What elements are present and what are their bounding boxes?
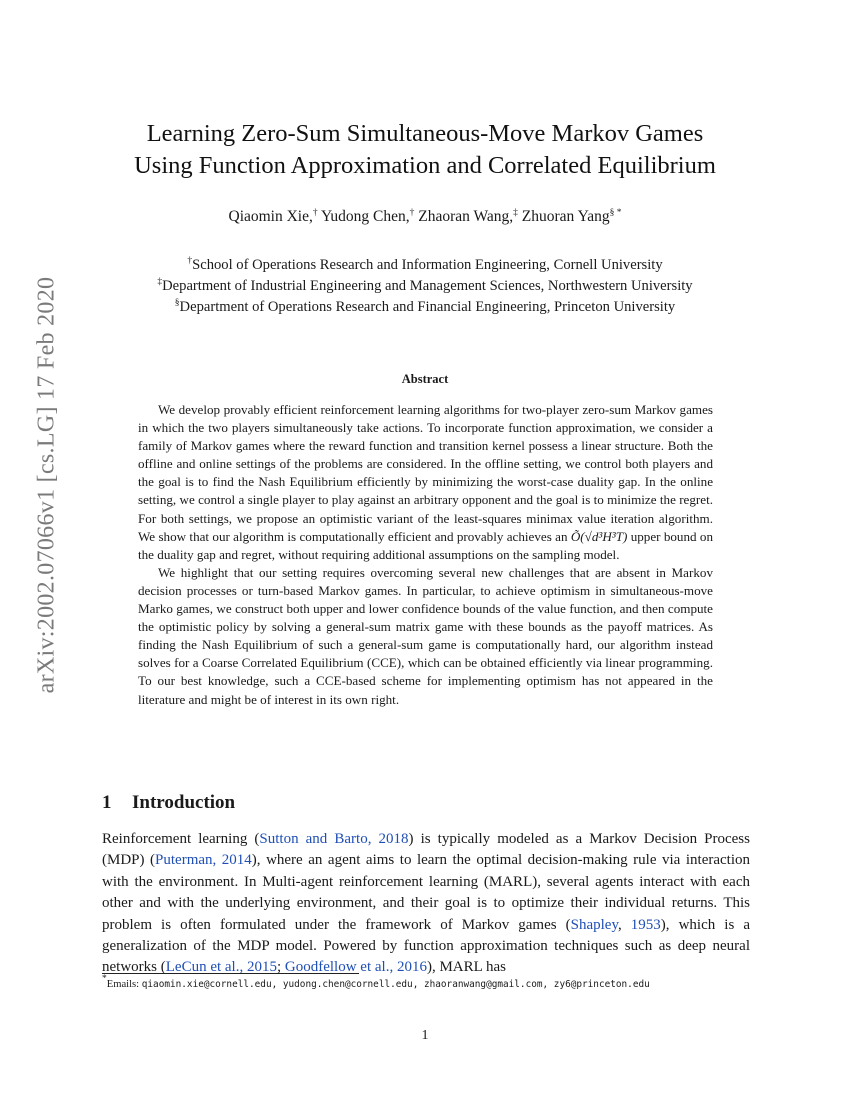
abstract-text: upper bound on the duality gap and regret, without requiring additional assumptions on the sampling model. xyxy=(138,528,713,562)
affiliation-list xyxy=(60,255,790,318)
author-mark: § * xyxy=(609,208,622,218)
citation-link[interactable]: Sutton and Barto, 2018 xyxy=(259,831,409,847)
author-name: Qiaomin Xie, xyxy=(228,208,313,225)
citation-link[interactable]: Puterman, 2014 xyxy=(155,852,252,869)
body-text-span: ; xyxy=(276,959,285,976)
affiliation xyxy=(60,255,790,276)
citation-link[interactable]: Shapley xyxy=(570,916,618,933)
abstract-body xyxy=(138,401,713,709)
footnote-rule xyxy=(102,973,359,974)
author-list xyxy=(60,208,790,226)
complexity-bound-formula: Õ(√d³H³T) xyxy=(570,528,628,544)
affiliation-text: Department of Industrial Engineering and Management Sciences, Northwestern University xyxy=(162,278,693,294)
introduction-paragraph xyxy=(102,829,750,979)
citation-link[interactable]: Goodfellow et al., 2016 xyxy=(284,959,427,976)
footnote xyxy=(102,974,762,992)
abstract-heading: Abstract xyxy=(401,372,449,386)
body-text-span: ), which is a generalization of the MDP model. Powered by function approximation techniques such as deep neural networks ( xyxy=(102,916,750,976)
affiliation xyxy=(60,297,790,318)
abstract-text: We develop provably efficient reinforcement learning algorithms for two-player zero-sum Markov games in which the two players simultaneously take actions. To incorporate function approximation, we consider a family of Markov games where the reward function and transition kernel possess a linear structure. Both the offline and online settings of the problems are considered. In the offline setting, we control both players and the goal is to find the Nash Equilibrium efficiently by minimizing the worst-case duality gap. In the online setting, we control a single player to play against an arbitrary opponent and the goal is to minimize the regret. For both settings, we propose an optimistic variant of the least-squares minimax value iteration algorithm. We show that our algorithm is computationally efficient and provably achieves an xyxy=(138,402,713,544)
paper-title xyxy=(60,118,790,182)
affiliation-text: School of Operations Research and Information Engineering, Cornell University xyxy=(192,257,663,273)
title-line-1: Learning Zero-Sum Simultaneous-Move Markov Games xyxy=(146,120,704,147)
affiliation-mark: § xyxy=(174,298,180,308)
affiliation-mark: † xyxy=(187,256,193,266)
citation-link[interactable]: LeCun et al., 2015 xyxy=(165,959,277,976)
author-name: Zhuoran Yang xyxy=(521,208,610,225)
section-number: 1 xyxy=(102,792,112,813)
introduction-body xyxy=(102,829,750,979)
body-text-span: ) is typically modeled as a Markov Decision Process (MDP) ( xyxy=(102,831,750,869)
body-text-span: Reinforcement learning ( xyxy=(102,831,260,847)
footnote-label: Emails: xyxy=(106,979,142,990)
affiliation-mark: ‡ xyxy=(157,277,163,287)
author-mark: † xyxy=(409,208,415,218)
author-mark: † xyxy=(312,208,318,218)
footnote-mark: * xyxy=(102,974,107,984)
footnote-emails: qiaomin.xie@cornell.edu, yudong.chen@cornell.edu, zhaoranwang@gmail.com, zy6@princeton.edu xyxy=(141,979,650,990)
section-heading xyxy=(102,792,235,814)
author-name: Yudong Chen, xyxy=(320,208,410,225)
citation-link[interactable]: 1953 xyxy=(630,916,661,933)
body-text-span: ), MARL has xyxy=(426,959,506,976)
abstract-paragraph: We highlight that our setting requires overcoming several new challenges that are absent in Markov decision processes or turn-based Markov games. In particular, to achieve optimism in simultaneous-move Marko games, we construct both upper and lower confidence bounds of the value function, and then compute the optimistic policy by solving a general-sum matrix game with these bounds as the payoff matrices. As finding the Nash Equilibrium of such a general-sum game is computationally hard, our algorithm instead solves for a Coarse Correlated Equilibrium (CCE), which can be obtained efficiently via linear programming. To our best knowledge, such a CCE-based scheme for implementing optimism has not appeared in the literature and might be of interest in its own right. xyxy=(138,564,713,707)
affiliation-text: Department of Operations Research and Financial Engineering, Princeton University xyxy=(179,299,676,315)
body-text-span: , xyxy=(618,916,631,933)
section-title: Introduction xyxy=(132,792,236,813)
arxiv-identifier-stamp: arXiv:2002.07066v1 [cs.LG] 17 Feb 2020 xyxy=(33,276,60,694)
body-text-span: ), where an agent aims to learn the optimal decision-making rule via interaction with the environment. In Multi-agent reinforcement learning (MARL), several agents interact with each other and with the underlying environment, and their goal is to optimize their individual returns. This problem is often formulated under the framework of Markov games ( xyxy=(102,852,750,933)
title-line-2: Using Function Approximation and Correlated Equilibrium xyxy=(134,152,716,179)
page-number: 1 xyxy=(421,1028,429,1043)
author-mark: ‡ xyxy=(513,208,518,218)
author-name: Zhaoran Wang, xyxy=(418,208,514,225)
affiliation xyxy=(60,276,790,297)
abstract-paragraph xyxy=(138,401,713,564)
